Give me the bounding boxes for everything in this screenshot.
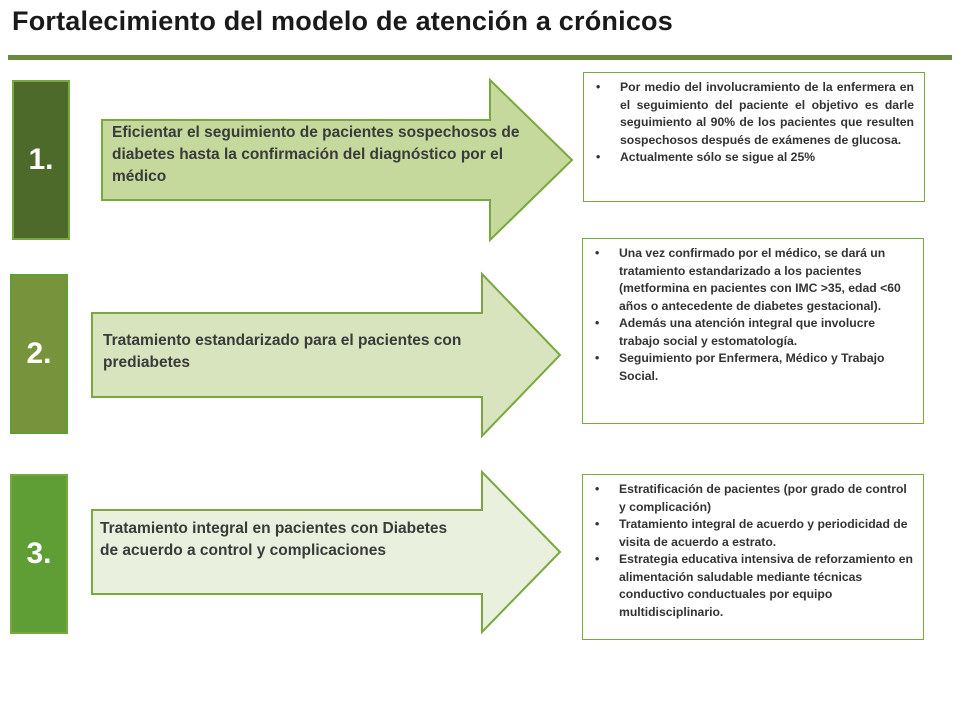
step-number-1: 1. <box>28 143 54 176</box>
step-number-box-1 <box>12 80 70 240</box>
info-bullet: • Tratamiento integral de acuerdo y periodicidad de visita de acuerdo a estrato. <box>595 517 908 549</box>
info-bullet: • Una vez confirmado por el médico, se dará un tratamiento estandarizado a los pacientes (metformina en pacientes con IMC >35, edad <60 años o antecedente de diabetes gestacional). <box>595 246 901 313</box>
arrow-text-1: Eficientar el seguimiento de pacientes sospechosos de diabetes hasta la confirmación del diagnóstico por el médico <box>112 124 520 185</box>
info-bullet: • Además una atención integral que involucre trabajo social y estomatología. <box>595 316 875 348</box>
info-bullet: • Por medio del involucramiento de la enfermera en el seguimiento del paciente el objetivo es darle seguimiento al 90% de los pacientes que resulten sospechosos después de exámenes de glucosa. <box>596 80 914 147</box>
bullet-dot-icon: • <box>595 517 600 531</box>
info-bullet: • Estratificación de pacientes (por grado de control y complicación) <box>595 482 907 514</box>
bullet-dot-icon: • <box>595 482 600 496</box>
bullet-dot-icon: • <box>596 150 601 164</box>
step-number-2: 2. <box>26 337 52 370</box>
step-number-3: 3. <box>26 537 52 570</box>
bullet-dot-icon: • <box>596 80 601 94</box>
page-title: Fortalecimiento del modelo de atención a crónicos <box>12 6 673 36</box>
bullet-dot-icon: • <box>595 246 600 260</box>
title-underline <box>8 55 952 60</box>
info-bullet: • Seguimiento por Enfermera, Médico y Trabajo Social. <box>595 351 885 383</box>
arrow-text-3: Tratamiento integral en pacientes con Diabetes de acuerdo a control y complicaciones <box>100 520 448 559</box>
step-number-box-2 <box>10 274 68 434</box>
bullet-dot-icon: • <box>595 552 600 566</box>
info-box-2 <box>582 238 924 424</box>
bullet-dot-icon: • <box>595 351 600 365</box>
info-box-3 <box>582 474 924 640</box>
info-box-1 <box>583 72 925 202</box>
arrow-text-2: Tratamiento estandarizado para el pacientes con prediabetes <box>103 332 462 371</box>
info-bullet: • Estrategia educativa intensiva de reforzamiento en alimentación saludable mediante técnicas conductivo conductuales por equipo multidisciplinario. <box>595 552 913 619</box>
bullet-dot-icon: • <box>595 316 600 330</box>
step-number-box-3 <box>10 474 68 634</box>
info-bullet: • Actualmente sólo se sigue al 25% <box>620 149 914 167</box>
